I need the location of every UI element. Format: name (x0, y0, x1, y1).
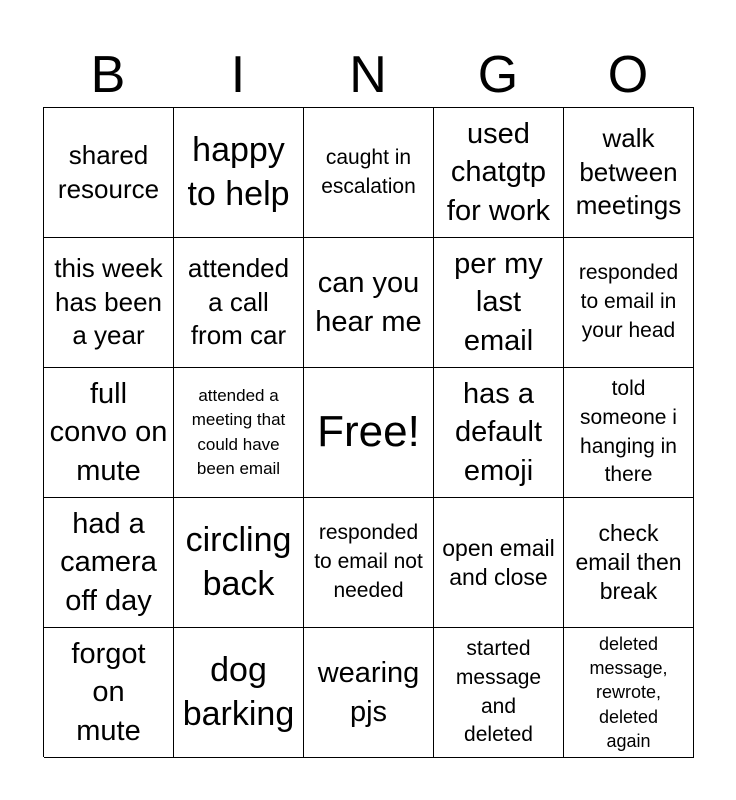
cell-text: responded to email in your head (578, 261, 679, 342)
bingo-cell[interactable] (304, 498, 434, 628)
bingo-cell[interactable] (564, 238, 694, 368)
cell-text: caught in escalation (321, 145, 416, 198)
bingo-cell[interactable] (304, 108, 434, 238)
bingo-cell[interactable] (434, 368, 564, 498)
cell-text: attended a meeting that could have been email (191, 386, 286, 478)
cell-text: can you hear me (315, 266, 422, 338)
bingo-cell[interactable] (304, 628, 434, 758)
bingo-cell[interactable] (434, 238, 564, 368)
cell-text: circling back (185, 520, 292, 603)
cell-text: shared resource (57, 139, 160, 204)
bingo-board (43, 107, 694, 757)
cell-text: dog barking (182, 650, 295, 733)
header-letter-b: B (90, 46, 126, 104)
bingo-cell[interactable] (564, 498, 694, 628)
cell-text: per my last email (454, 247, 543, 357)
bingo-cell[interactable] (44, 498, 174, 628)
bingo-cell[interactable] (564, 368, 694, 498)
bingo-cell[interactable] (44, 368, 174, 498)
bingo-cell[interactable] (44, 108, 174, 238)
cell-text: check email then break (575, 520, 682, 604)
cell-text: started message and deleted (455, 636, 542, 747)
cell-text: has a default emoji (454, 377, 543, 487)
cell-text: forgot on mute (71, 637, 146, 747)
cell-text: attended a call from car (187, 252, 290, 351)
cell-text: deleted message, rewrote, deleted again (589, 633, 668, 751)
header-letter-g: G (477, 46, 519, 104)
bingo-cell[interactable] (434, 498, 564, 628)
bingo-cell free-space[interactable] (304, 368, 434, 498)
bingo-cell[interactable] (174, 108, 304, 238)
free-space-text: Free! (317, 407, 420, 457)
cell-text: full convo on mute (49, 377, 168, 487)
cell-text: responded to email not needed (314, 521, 423, 602)
bingo-cell[interactable] (174, 498, 304, 628)
cell-text: wearing pjs (317, 656, 420, 728)
cell-text: used chatgtp for work (446, 117, 551, 227)
cell-text: this week has been a year (54, 252, 163, 351)
bingo-header (43, 44, 693, 106)
header-letter-i: I (230, 46, 246, 104)
bingo-cell[interactable] (434, 628, 564, 758)
cell-text: had a camera off day (60, 507, 157, 617)
bingo-cell[interactable] (434, 108, 564, 238)
bingo-cell[interactable] (564, 108, 694, 238)
cell-text: open email and close (442, 534, 555, 590)
bingo-cell[interactable] (304, 238, 434, 368)
bingo-cell[interactable] (174, 368, 304, 498)
cell-text: happy to help (187, 130, 290, 213)
cell-text: told someone i hanging in there (580, 376, 677, 487)
bingo-cell[interactable] (174, 238, 304, 368)
header-letter-o: O (607, 46, 649, 104)
bingo-cell[interactable] (44, 238, 174, 368)
bingo-cell[interactable] (564, 628, 694, 758)
cell-text: walk between meetings (575, 122, 682, 221)
bingo-cell[interactable] (174, 628, 304, 758)
bingo-cell[interactable] (44, 628, 174, 758)
header-letter-n: N (349, 46, 387, 104)
